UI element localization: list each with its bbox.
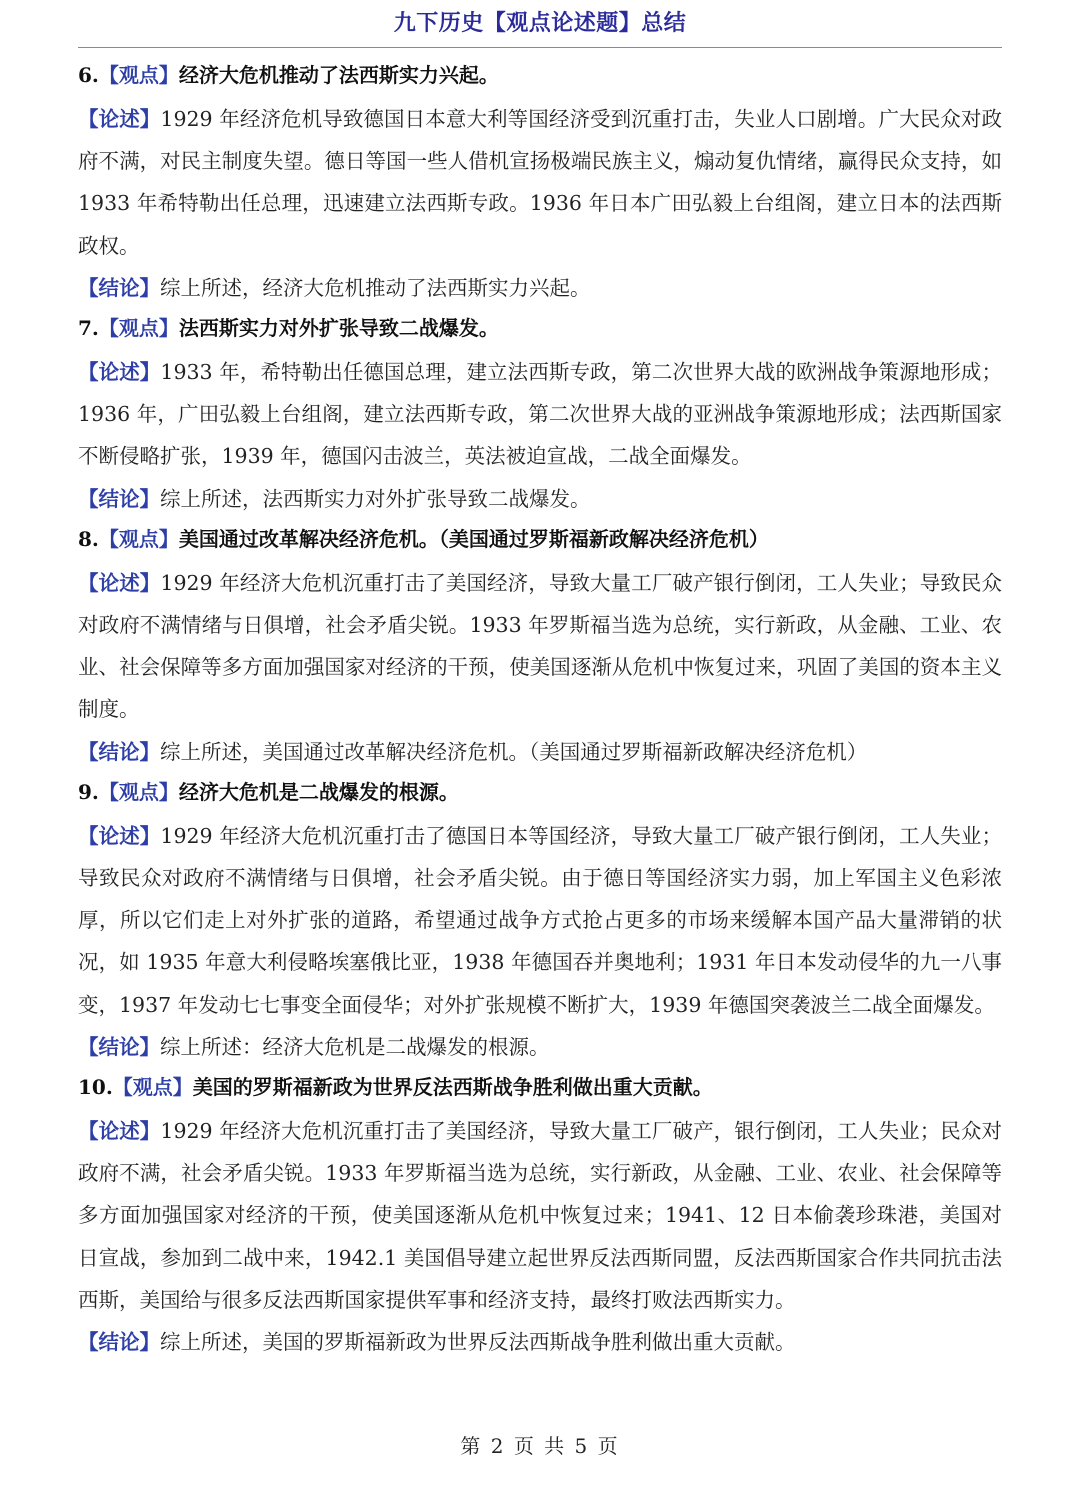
viewpoint-tag: 【观点】: [98, 779, 179, 804]
viewpoint-text: 经济大危机推动了法西斯实力兴起。: [178, 63, 499, 87]
viewpoint-text: 经济大危机是二战爆发的根源。: [178, 779, 459, 804]
viewpoint-item-10: [78, 1068, 1002, 1363]
argument-tag: 【论述】: [78, 107, 161, 131]
argument-tag: 【论述】: [78, 823, 161, 848]
viewpoint-heading: [78, 520, 1002, 558]
viewpoint-item-8: [78, 520, 1002, 773]
viewpoint-text: 法西斯实力对外扩张导致二战爆发。: [178, 316, 499, 341]
conclusion-tag: 【结论】: [78, 739, 160, 764]
document-title: 九下历史【观点论述题】总结: [393, 10, 687, 36]
conclusion-tag: 【结论】: [78, 275, 160, 300]
viewpoint-text: 美国通过改革解决经济危机。（美国通过罗斯福新政解决经济危机）: [178, 526, 769, 551]
conclusion-text: 综上所述，法西斯实力对外扩张导致二战爆发。: [160, 486, 591, 511]
conclusion-paragraph: [78, 478, 1002, 520]
argument-paragraph: [78, 815, 1002, 1026]
item-number: 6.: [78, 63, 99, 87]
viewpoint-item-9: [78, 773, 1002, 1068]
conclusion-text: 综上所述，美国的罗斯福新政为世界反法西斯战争胜利做出重大贡献。: [160, 1330, 796, 1355]
viewpoint-tag: 【观点】: [98, 526, 179, 551]
item-number: 9.: [78, 779, 99, 804]
viewpoint-tag: 【观点】: [98, 63, 179, 87]
item-number: 7.: [78, 316, 99, 341]
conclusion-text: 综上所述，经济大危机推动了法西斯实力兴起。: [160, 275, 591, 300]
item-number: 10.: [78, 1075, 113, 1100]
argument-text: 1933 年，希特勒出任德国总理，建立法西斯专政，第二次世界大战的欧洲战争策源地形成；1936 年，广田弘毅上台组阁，建立法西斯专政，第二次世界大战的亚洲战争策源地形成；法西斯国家不断侵略扩张，1939 年，德国闪击波兰，英法被迫宣战，二战全面爆发。: [78, 360, 1003, 469]
conclusion-tag: 【结论】: [78, 486, 160, 511]
conclusion-paragraph: [78, 731, 1002, 773]
viewpoint-text: 美国的罗斯福新政为世界反法西斯战争胜利做出重大贡献。: [192, 1075, 713, 1100]
page-footer: [0, 1430, 1080, 1459]
viewpoint-tag: 【观点】: [112, 1075, 193, 1100]
argument-text: 1929 年经济危机导致德国日本意大利等国经济受到沉重打击，失业人口剧增。广大民众对政府不满，对民主制度失望。德日等国一些人借机宣扬极端民族主义，煽动复仇情绪，赢得民众支持，如 1933 年希特勒出任总理，迅速建立法西斯专政。1936 年日本广田弘毅上台组阁，建立日本的法西斯政权。: [78, 107, 1003, 258]
conclusion-tag: 【结论】: [78, 1034, 160, 1059]
viewpoint-heading: [78, 56, 1002, 94]
argument-paragraph: [78, 98, 1002, 267]
viewpoint-item-7: [78, 309, 1002, 520]
conclusion-text: 综上所述：经济大危机是二战爆发的根源。: [160, 1034, 550, 1059]
argument-paragraph: [78, 351, 1002, 478]
argument-tag: 【论述】: [78, 1119, 161, 1144]
conclusion-paragraph: [78, 267, 1002, 309]
page-header: [0, 0, 1080, 48]
argument-text: 1929 年经济大危机沉重打击了美国经济，导致大量工厂破产，银行倒闭，工人失业；民众对政府不满，社会矛盾尖锐。1933 年罗斯福当选为总统，实行新政，从金融、工业、农业、社会保障等多方面加强国家对经济的干预，使美国逐渐从危机中恢复过来；1941、12 日本偷袭珍珠港，美国对日宣战，参加到二战中来，1942.1 美国倡导建立起世界反法西斯同盟，反法西斯国家合作共同抗击法西斯，美国给与很多反法西斯国家提供军事和经济支持，最终打败法西斯实力。: [78, 1119, 1003, 1312]
argument-tag: 【论述】: [78, 360, 161, 385]
argument-tag: 【论述】: [78, 570, 161, 595]
item-number: 8.: [78, 526, 99, 551]
viewpoint-heading: [78, 1068, 1002, 1106]
conclusion-paragraph: [78, 1321, 1002, 1363]
page-number: 第 2 页 共 5 页: [460, 1434, 620, 1458]
document-body: [78, 56, 1002, 1363]
viewpoint-item-6: [78, 56, 1002, 309]
argument-text: 1929 年经济大危机沉重打击了德国日本等国经济，导致大量工厂破产银行倒闭，工人失业；导致民众对政府不满情绪与日俱增，社会矛盾尖锐。由于德日等国经济实力弱，加上军国主义色彩浓厚，所以它们走上对外扩张的道路，希望通过战争方式抢占更多的市场来缓解本国产品大量滞销的状况，如 1935 年意大利侵略埃塞俄比亚，1938 年德国吞并奥地利；1931 年日本发动侵华的九一八事变，1937 年发动七七事变全面侵华；对外扩张规模不断扩大，1939 年德国突袭波兰二战全面爆发。: [78, 823, 1003, 1017]
argument-text: 1929 年经济大危机沉重打击了美国经济，导致大量工厂破产银行倒闭，工人失业；导致民众对政府不满情绪与日俱增，社会矛盾尖锐。1933 年罗斯福当选为总统，实行新政，从金融、工业、农业、社会保障等多方面加强国家对经济的干预，使美国逐渐从危机中恢复过来，巩固了美国的资本主义制度。: [78, 570, 1003, 722]
conclusion-tag: 【结论】: [78, 1330, 160, 1355]
viewpoint-heading: [78, 773, 1002, 811]
header-divider: [78, 47, 1002, 48]
conclusion-paragraph: [78, 1026, 1002, 1068]
viewpoint-heading: [78, 309, 1002, 347]
viewpoint-tag: 【观点】: [98, 316, 179, 341]
conclusion-text: 综上所述，美国通过改革解决经济危机。（美国通过罗斯福新政解决经济危机）: [160, 739, 868, 764]
argument-paragraph: [78, 1110, 1002, 1321]
argument-paragraph: [78, 562, 1002, 731]
